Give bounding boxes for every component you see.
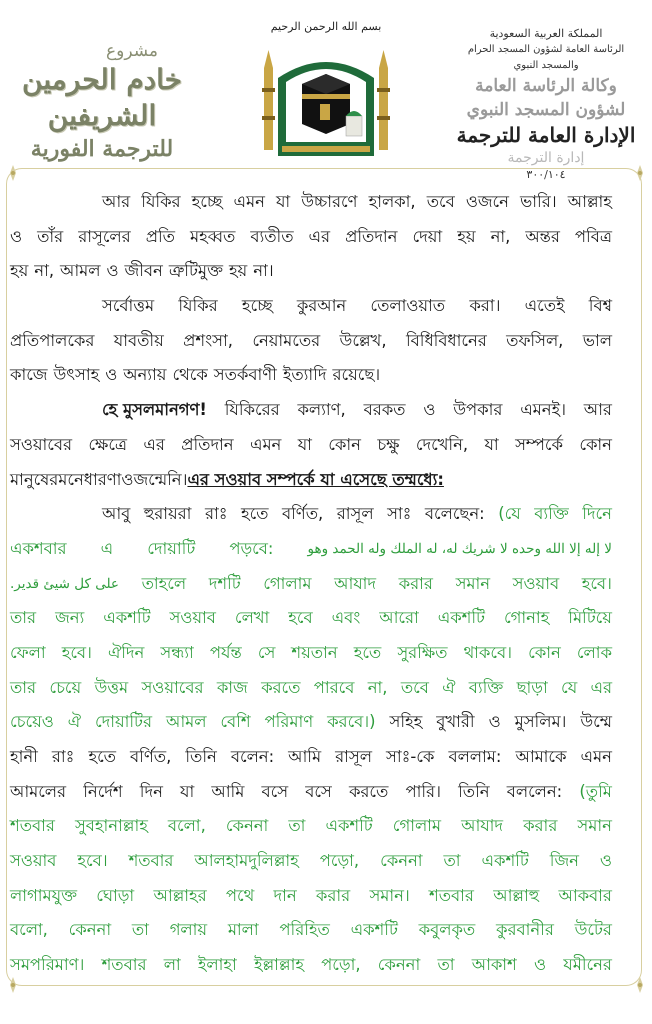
word: জন্মেনি। [133, 469, 188, 489]
word: ইত্যাদি [282, 365, 327, 385]
word: সওয়াব [169, 608, 216, 628]
word: গোনাহ [503, 608, 550, 628]
word: এর [308, 226, 331, 246]
letterhead-translation-admin: إدارة الترجمة [507, 150, 585, 166]
word: শতবার [10, 816, 55, 836]
word: কল্যাণ, [297, 400, 346, 420]
document-body [10, 185, 612, 983]
word: ফেলা [10, 642, 46, 662]
letterhead-reference-number: ٣٠٠/١٠٤ [526, 168, 566, 181]
arabic-dua-part1: لا إله إلا الله وحده لا شريك له، له الملك وله الحمد وهو [307, 540, 612, 557]
text-line [62, 289, 612, 324]
word: যা [275, 192, 291, 211]
word: রয়েছে। [332, 365, 381, 385]
word: জন্য [55, 608, 85, 628]
word: ও [423, 400, 436, 420]
word: শতবার [101, 955, 147, 975]
word: পর্যন্ত [209, 642, 242, 662]
word: দোয়াটি [147, 538, 196, 558]
word: এর [143, 434, 165, 454]
word: থাকবে। [463, 642, 512, 662]
word: কাজে [10, 365, 48, 385]
text-line [10, 705, 612, 740]
text-line [10, 844, 612, 879]
word: ত্রুটিমুক্ত [168, 261, 223, 281]
word: বললেন: [506, 781, 563, 801]
word: আল্লাহর [153, 885, 207, 905]
word: তবে [426, 192, 455, 211]
word: মনে [58, 469, 84, 489]
word: সমপরিমাণ। [10, 955, 85, 975]
word: এ [100, 538, 114, 558]
word: সমান [455, 573, 491, 593]
word: যিকির [141, 192, 181, 211]
word: উম্মে [580, 712, 612, 732]
word: আমল [60, 261, 101, 281]
presidency-letterhead [448, 26, 644, 181]
bold-heading: হে মুসলমানগণ! [102, 400, 207, 420]
word: ব্যতীত [250, 226, 294, 246]
word: তিনি [458, 781, 490, 801]
word: আমলের [10, 781, 67, 801]
word: না, [34, 261, 55, 281]
word: আমাকে [515, 747, 567, 766]
word: ভারি। [520, 192, 557, 211]
word: পারি। [405, 781, 441, 801]
word: চেয়েও [10, 712, 54, 732]
corner-ornament-icon [631, 976, 649, 994]
word: তা [443, 851, 461, 871]
word: ব্যক্তি [468, 677, 504, 697]
word: এমন [580, 747, 612, 766]
word: আযাদ [334, 573, 377, 593]
word: দশটি [208, 573, 241, 593]
word: যাবতীয় [113, 330, 164, 350]
word: কোন [579, 434, 612, 454]
word: ইলাহা [197, 955, 237, 975]
word: যে [561, 677, 578, 697]
project-logo-line2: خادم الحرمين الشريفين [22, 63, 182, 132]
word: কেননা [68, 920, 112, 940]
word: ঐদিন [108, 642, 145, 662]
word: দেখেনি, [415, 434, 469, 454]
word: সমান। [369, 885, 410, 905]
word: বলেছেন: [424, 504, 485, 524]
word: করতে [348, 781, 389, 801]
word: তা [288, 816, 306, 836]
word: আল্লাহ [567, 192, 612, 211]
text-line [10, 463, 612, 498]
word: বসে [261, 781, 289, 801]
word: হতে [353, 642, 382, 662]
word: দেয়া [412, 226, 443, 246]
word: ও [105, 365, 118, 385]
text-line [10, 775, 612, 810]
basmala-text: بسم الله الرحمن الرحيم [270, 20, 382, 33]
word: দোয়াটির [94, 712, 152, 732]
word: তা [437, 955, 455, 975]
word: আর [102, 192, 131, 211]
word: কোন [528, 642, 561, 662]
word: এর [590, 677, 612, 697]
word: প্রতিদান [181, 434, 234, 454]
word: করার [523, 816, 558, 836]
word: তার [10, 677, 37, 697]
word: পড়বে: [229, 538, 274, 558]
word: যিকিরের [224, 400, 280, 420]
word: প্রতি [145, 226, 175, 246]
word: ইল্লাল্লাহ [253, 955, 304, 975]
kaaba-emblem-icon [258, 38, 394, 158]
word: এমন [233, 192, 265, 211]
text-line [10, 809, 612, 844]
word: জিন [549, 851, 579, 871]
word: উৎসাহ [53, 365, 100, 385]
word: ও [106, 261, 119, 281]
word: সুরক্ষিত [397, 642, 448, 662]
word: তফসিল, [506, 330, 564, 350]
word: যা [180, 781, 195, 801]
word: হুরায়রা [143, 504, 192, 524]
word: রাসূলের [78, 226, 131, 246]
word: আকাশ [471, 955, 517, 975]
word: প্রতিপালকের [10, 330, 95, 350]
word: মহব্বত [190, 226, 236, 246]
corner-ornament-icon [631, 164, 649, 182]
word: হয় [228, 261, 248, 281]
word: সাঃ [387, 504, 412, 524]
word: হচ্ছে [241, 296, 273, 316]
word: বর্ণিত, [282, 504, 324, 524]
word: তাহলে [141, 573, 187, 593]
text-line [10, 671, 612, 706]
word: হচ্ছে [191, 192, 223, 211]
word: নেয়ামতের [252, 330, 321, 350]
letterhead-kingdom: المملكة العربية السعودية [489, 27, 603, 40]
word: হালকা, [368, 192, 416, 211]
word: তার [10, 608, 37, 628]
word: জীবন [124, 261, 163, 281]
word: যিকির [178, 296, 218, 316]
word: আযাদ [461, 816, 504, 836]
word: আমল [165, 712, 207, 732]
word: বেশি [220, 712, 251, 732]
word: সওয়াব [10, 851, 57, 871]
word: কাজ [216, 677, 248, 697]
text-line [10, 220, 612, 255]
word: সওয়াবের [141, 677, 204, 697]
word: বিধিবিধানের [405, 330, 487, 350]
word: একশটি [481, 851, 529, 871]
word: কেননা [380, 851, 423, 871]
word: গোলাম [263, 573, 312, 593]
word: রাঃ [204, 504, 228, 524]
word: একশটি [437, 608, 485, 628]
word: উটের [574, 920, 612, 940]
word: চক্ষু [377, 434, 400, 454]
word: ধারণাও [83, 469, 134, 489]
word: হয় [457, 226, 476, 246]
word: ও [599, 851, 612, 871]
word: লা [163, 955, 181, 975]
word: বর্ণিত, [130, 747, 172, 766]
word: ওজনে [465, 192, 509, 211]
word: উত্তম [94, 677, 129, 697]
word: একশটি [325, 816, 373, 836]
word: গোলাম [392, 816, 442, 836]
word: সে [257, 642, 276, 662]
word: রাসূল [336, 504, 374, 524]
word: আমি [288, 747, 322, 766]
word: আলহামদুলিল্লাহ [194, 851, 299, 871]
word: ও [488, 712, 501, 732]
word: সমান [577, 816, 612, 836]
quote-start: (তুমি [579, 781, 612, 801]
word: হবে। [61, 642, 92, 662]
word: শতবার [429, 885, 474, 905]
word: অন্তর [525, 226, 560, 246]
word: সাঃ-কে [386, 747, 435, 766]
word: তিনি [185, 747, 217, 766]
word: মানুষের [10, 469, 59, 489]
text-line [10, 879, 612, 914]
word: পরিমাণ [264, 712, 314, 732]
word: দিনে [582, 504, 612, 524]
word: শয়তান [291, 642, 338, 662]
word: প্রশংসা, [183, 330, 233, 350]
word: আর [583, 400, 612, 420]
word: যা [484, 434, 499, 454]
word: (যে [498, 504, 521, 524]
word: কুরবানীর [496, 920, 554, 940]
word: একশটি [103, 608, 151, 628]
word: ভাল [582, 330, 612, 350]
word: যা [297, 434, 312, 454]
word: তা [131, 920, 149, 940]
word: ও [533, 955, 547, 975]
text-line [10, 636, 612, 671]
word: ব্যক্তি [534, 504, 569, 524]
word: পড়ো, [321, 955, 361, 975]
word: তেলাওয়াত [370, 296, 446, 316]
word: হতে [88, 747, 116, 766]
word: লোক [576, 642, 612, 662]
word: রাসূল [335, 747, 372, 766]
text-line [62, 497, 612, 532]
word: এবং [331, 608, 361, 628]
word: বিশ্ব [588, 296, 612, 316]
letterhead-agency: وكالة الرئاسة العامة لشؤون المسجد النبوي [466, 76, 626, 120]
word: পড়ো, [319, 851, 360, 871]
text-line [10, 567, 612, 602]
word: উপকার [453, 400, 503, 420]
corner-ornament-icon [4, 164, 22, 182]
word: করা। [469, 296, 501, 316]
word: পথে [225, 885, 255, 905]
word: পবিত্র [574, 226, 612, 246]
underlined-heading: এর সওয়াব সম্পর্কে যা এসেছে তম্মধ্যে: [187, 469, 444, 489]
word: সতর্কবাণী [213, 365, 277, 385]
document-header [0, 0, 652, 181]
word: ক্ষেত্রে [88, 434, 127, 454]
word: ঐ [67, 712, 81, 732]
project-logo-line3: للترجمة الفورية [30, 136, 174, 162]
word: উচ্চারণে [301, 192, 358, 211]
word: অন্যায় [123, 365, 167, 385]
word: এমন [249, 434, 282, 454]
word: না, [367, 677, 388, 697]
word: মালা [227, 920, 259, 940]
word: আকবার [558, 885, 612, 905]
word: চেয়ে [49, 677, 82, 697]
word: উল্লেখ, [339, 330, 387, 350]
word: বলো, [10, 920, 48, 940]
text-line [10, 254, 612, 289]
word: কোন [328, 434, 361, 454]
word: তবে [400, 677, 429, 697]
word: এতেই [524, 296, 565, 316]
word: হবে [288, 608, 313, 628]
word: একশটি [350, 920, 398, 940]
word: সুবহানাল্লাহ [74, 816, 148, 836]
word: বুখারী [436, 712, 475, 732]
word: লাগামযুক্ত [10, 885, 77, 905]
text-line [10, 358, 612, 393]
word: বললাম: [448, 747, 502, 766]
word: করার [315, 885, 351, 905]
word: সম্পর্কে [515, 434, 563, 454]
word: সন্ধ্যা [160, 642, 194, 662]
word: বলো, [167, 816, 206, 836]
word: ঘোড়া [96, 885, 135, 905]
word: সহিহ [389, 712, 423, 732]
word: মুসলিম। [514, 712, 567, 732]
word: দিন [139, 781, 163, 801]
word: পারবে [313, 677, 355, 697]
project-logo-line1: مشروع [105, 41, 158, 61]
project-logo [4, 40, 200, 162]
word: বলেন: [230, 747, 275, 766]
word: দান [273, 885, 297, 905]
word: না, [490, 226, 511, 246]
text-line [10, 324, 612, 359]
word: থেকে [172, 365, 208, 385]
word: আমি [211, 781, 245, 801]
text-line [10, 913, 612, 948]
haram-emblem [258, 20, 394, 158]
word: বসে [305, 781, 332, 801]
word: কেননা [377, 955, 421, 975]
word: হবে। [77, 851, 108, 871]
letterhead-presidency: الرئاسة العامة لشؤون المسجد الحرام والمسجد النبوي [467, 44, 625, 71]
text-line [10, 740, 612, 775]
word: তাঁর [37, 226, 64, 246]
word: হবে। [581, 573, 612, 593]
word: একশবার [10, 538, 67, 558]
word: লেখা [234, 608, 270, 628]
word: আবু [102, 504, 131, 524]
word: রাঃ [51, 747, 75, 766]
word: হয় [10, 261, 29, 281]
word: সর্বোত্তম [102, 296, 155, 316]
word: না। [253, 261, 274, 281]
text-line [10, 601, 612, 636]
letterhead-general-admin: الإدارة العامة للترجمة [456, 123, 636, 147]
text-line [62, 185, 612, 220]
word: কুরআন [296, 296, 347, 316]
word: পরিহিত [279, 920, 330, 940]
word: কবুলকৃত [418, 920, 476, 940]
word: আল্লাহু [493, 885, 540, 905]
word: যমীনের [563, 955, 612, 975]
word: হানী [10, 747, 38, 766]
text-line [10, 948, 612, 983]
word: করার [398, 573, 433, 593]
word: মিটিয়ে [568, 608, 612, 628]
word: ছাড়া [516, 677, 548, 697]
word: এমনই। [520, 400, 566, 420]
word: করতে [261, 677, 301, 697]
text-line [10, 428, 612, 463]
text-line [10, 532, 612, 567]
word: সওয়াব [512, 573, 560, 593]
word: বরকত [363, 400, 406, 420]
word: ঐ [442, 677, 456, 697]
arabic-dua-part2: على كل شيئ قدير. [10, 575, 119, 592]
word: প্রতিদান [345, 226, 398, 246]
word: ও [10, 226, 23, 246]
word: কেননা [225, 816, 269, 836]
word: সওয়াবের [10, 434, 73, 454]
word: আরো [379, 608, 419, 628]
word: হতে [240, 504, 269, 524]
word: গলায় [169, 920, 208, 940]
word: নির্দেশ [83, 781, 123, 801]
word: শতবার [128, 851, 174, 871]
word: করবে।) [327, 712, 376, 732]
text-line [62, 393, 612, 428]
